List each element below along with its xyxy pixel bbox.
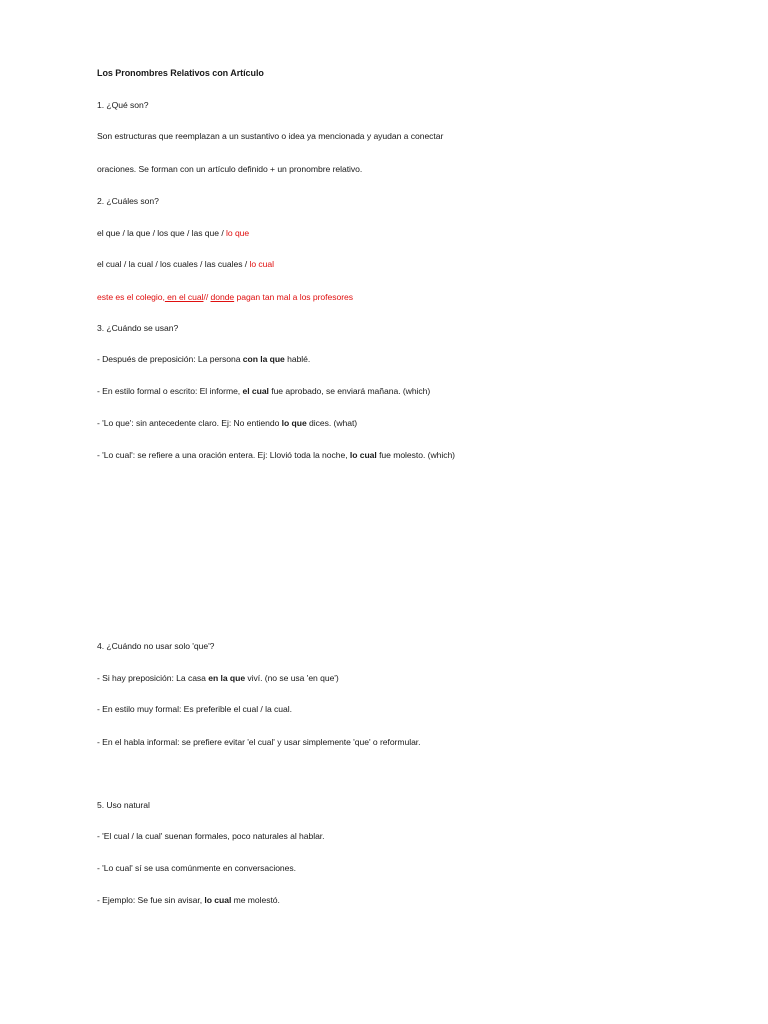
section-3-bullet-4	[97, 450, 455, 461]
section-3-heading: 3. ¿Cuándo se usan?	[97, 323, 179, 333]
note-part-e: pagan tan mal a los profesores	[234, 292, 353, 302]
bullet-text: fue aprobado, se enviará mañana. (which)	[268, 386, 431, 396]
red-example-note	[97, 292, 353, 303]
section-3-bullet-2	[97, 386, 430, 397]
bullet-bold: en la que	[208, 673, 246, 683]
bullet-text: fue molesto. (which)	[376, 450, 455, 460]
pronoun-lo-que-highlight: lo que	[226, 228, 250, 238]
bullet-text: - En estilo formal o escrito: El informe,	[97, 386, 243, 396]
pronoun-list-que	[97, 228, 249, 239]
bullet-text: me molestó.	[231, 895, 280, 905]
section-1-heading: 1. ¿Qué son?	[97, 100, 149, 110]
pronoun-list-cual-text: el cual / la cual / los cuales / las cuales /	[97, 259, 250, 269]
section-3-bullet-1	[97, 354, 310, 365]
section-5-bullet-2: - 'Lo cual' sí se usa comúnmente en conversaciones.	[97, 863, 296, 873]
bullet-text: - Ejemplo: Se fue sin avisar,	[97, 895, 205, 905]
note-underlined-en-el-cual: en el cual	[164, 292, 204, 302]
pronoun-lo-cual-highlight: lo cual	[249, 259, 274, 269]
bullet-text: - 'Lo que': sin antecedente claro. Ej: No entiendo	[97, 418, 282, 428]
section-4-bullet-2: - En estilo muy formal: Es preferible el cual / la cual.	[97, 704, 292, 714]
bullet-text: - Si hay preposición: La casa	[97, 673, 209, 683]
section-3-bullet-3	[97, 418, 357, 429]
bullet-text: dices. (what)	[306, 418, 358, 428]
bullet-bold: lo cual	[204, 895, 232, 905]
bullet-text: hablé.	[284, 354, 311, 364]
section-4-bullet-3: - En el habla informal: se prefiere evitar 'el cual' y usar simplemente 'que' o reformular.	[97, 737, 421, 747]
bullet-bold: con la que	[242, 354, 285, 364]
note-part-c: //	[203, 292, 211, 302]
note-part-a: este es el colegio,	[97, 292, 165, 302]
document-title: Los Pronombres Relativos con Artículo	[97, 68, 264, 78]
bullet-text: - 'Lo cual': se refiere a una oración entera. Ej: Llovió toda la noche,	[97, 450, 350, 460]
section-5-heading: 5. Uso natural	[97, 800, 150, 810]
bullet-bold: lo cual	[349, 450, 377, 460]
pronoun-list-cual	[97, 259, 274, 270]
bullet-text: - Después de preposición: La persona	[97, 354, 243, 364]
note-underlined-donde: donde	[210, 292, 235, 302]
section-1-paragraph-line-1: Son estructuras que reemplazan a un sustantivo o idea ya mencionada y ayudan a conectar	[97, 131, 444, 141]
bullet-text: viví. (no se usa 'en que')	[245, 673, 339, 683]
bullet-bold: el cual	[242, 386, 269, 396]
section-2-heading: 2. ¿Cuáles son?	[97, 196, 159, 206]
pronoun-list-que-text: el que / la que / los que / las que /	[97, 228, 227, 238]
section-4-heading: 4. ¿Cuándo no usar solo 'que'?	[97, 641, 215, 651]
section-1-paragraph-line-2: oraciones. Se forman con un artículo definido + un pronombre relativo.	[97, 164, 363, 174]
section-4-bullet-1	[97, 673, 339, 684]
section-5-bullet-3	[97, 895, 280, 906]
bullet-bold: lo que	[281, 418, 307, 428]
section-5-bullet-1: - 'El cual / la cual' suenan formales, poco naturales al hablar.	[97, 831, 325, 841]
